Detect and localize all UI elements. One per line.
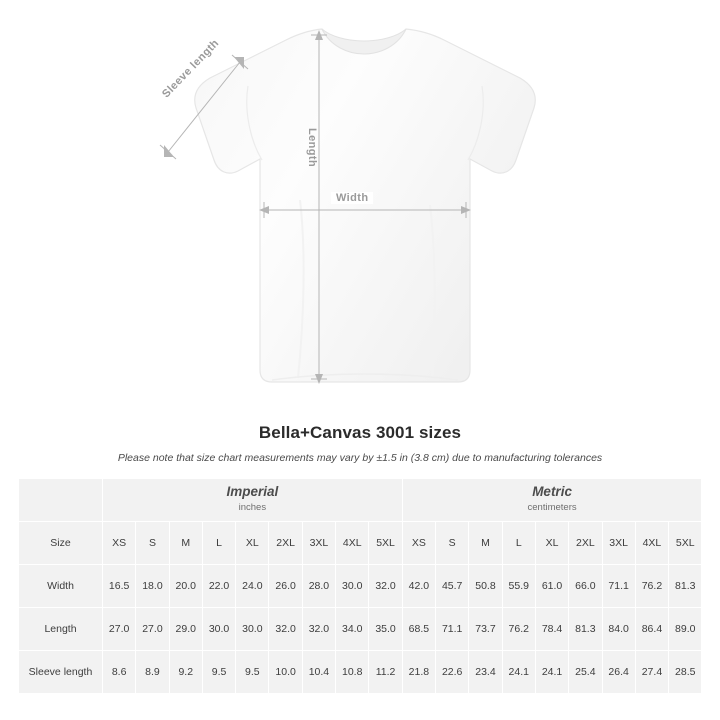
cell-sleeve-metric-l: 24.1 xyxy=(502,651,535,694)
cell-sleeve-imperial-4xl: 10.8 xyxy=(336,651,369,694)
cell-sleeve-metric-3xl: 26.4 xyxy=(602,651,635,694)
cell-length-imperial-xl: 30.0 xyxy=(236,608,269,651)
cell-length-metric-xl: 78.4 xyxy=(535,608,568,651)
cell-sleeve-metric-m: 23.4 xyxy=(469,651,502,694)
row-label-length: Length xyxy=(19,608,103,651)
system-unit-imperial: inches xyxy=(238,502,267,514)
system-header-metric xyxy=(402,479,702,522)
cell-width-imperial-xs: 16.5 xyxy=(103,565,136,608)
cell-width-metric-4xl: 76.2 xyxy=(635,565,668,608)
system-unit-metric: centimeters xyxy=(527,502,577,514)
size-header-imperial-xs: XS xyxy=(103,522,136,565)
size-header-imperial-m: M xyxy=(169,522,202,565)
size-header-metric-2xl: 2XL xyxy=(569,522,602,565)
row-header-size: Size xyxy=(19,522,103,565)
cell-sleeve-metric-s: 22.6 xyxy=(436,651,469,694)
cell-sleeve-imperial-m: 9.2 xyxy=(169,651,202,694)
size-header-metric-3xl: 3XL xyxy=(602,522,635,565)
cell-sleeve-metric-5xl: 28.5 xyxy=(669,651,702,694)
cell-width-metric-2xl: 66.0 xyxy=(569,565,602,608)
size-header-imperial-s: S xyxy=(136,522,169,565)
cell-length-metric-5xl: 89.0 xyxy=(669,608,702,651)
table-corner-cell xyxy=(19,479,103,522)
cell-sleeve-imperial-2xl: 10.0 xyxy=(269,651,302,694)
cell-width-metric-xs: 42.0 xyxy=(402,565,435,608)
cell-length-imperial-l: 30.0 xyxy=(202,608,235,651)
system-name-imperial: Imperial xyxy=(226,484,279,500)
cell-length-imperial-3xl: 32.0 xyxy=(302,608,335,651)
cell-length-metric-s: 71.1 xyxy=(436,608,469,651)
width-label: Width xyxy=(331,192,373,204)
table-row xyxy=(19,651,702,694)
cell-length-imperial-4xl: 34.0 xyxy=(336,608,369,651)
size-header-metric-m: M xyxy=(469,522,502,565)
cell-length-imperial-5xl: 35.0 xyxy=(369,608,402,651)
cell-sleeve-metric-xl: 24.1 xyxy=(535,651,568,694)
cell-width-metric-l: 55.9 xyxy=(502,565,535,608)
row-label-sleeve-length: Sleeve length xyxy=(19,651,103,694)
chart-title: Bella+Canvas 3001 sizes xyxy=(258,423,462,442)
length-label: Length xyxy=(306,128,318,168)
cell-width-imperial-5xl: 32.0 xyxy=(369,565,402,608)
cell-width-metric-3xl: 71.1 xyxy=(602,565,635,608)
size-header-metric-4xl: 4XL xyxy=(635,522,668,565)
cell-width-metric-5xl: 81.3 xyxy=(669,565,702,608)
cell-sleeve-imperial-3xl: 10.4 xyxy=(302,651,335,694)
cell-sleeve-imperial-5xl: 11.2 xyxy=(369,651,402,694)
cell-width-imperial-4xl: 30.0 xyxy=(336,565,369,608)
size-header-imperial-xl: XL xyxy=(236,522,269,565)
cell-sleeve-imperial-xs: 8.6 xyxy=(103,651,136,694)
cell-width-metric-m: 50.8 xyxy=(469,565,502,608)
cell-sleeve-imperial-l: 9.5 xyxy=(202,651,235,694)
table-row xyxy=(19,565,702,608)
cell-width-metric-s: 45.7 xyxy=(436,565,469,608)
row-label-width: Width xyxy=(19,565,103,608)
size-table-wrap xyxy=(18,478,702,694)
cell-length-metric-l: 76.2 xyxy=(502,608,535,651)
size-header-metric-s: S xyxy=(436,522,469,565)
cell-width-imperial-3xl: 28.0 xyxy=(302,565,335,608)
size-header-imperial-4xl: 4XL xyxy=(336,522,369,565)
system-name-metric: Metric xyxy=(532,484,572,500)
cell-length-imperial-2xl: 32.0 xyxy=(269,608,302,651)
cell-length-imperial-m: 29.0 xyxy=(169,608,202,651)
cell-sleeve-metric-4xl: 27.4 xyxy=(635,651,668,694)
size-header-imperial-2xl: 2XL xyxy=(269,522,302,565)
cell-length-metric-2xl: 81.3 xyxy=(569,608,602,651)
table-row-sizes xyxy=(19,522,702,565)
table-row-systems xyxy=(19,479,702,522)
cell-length-metric-m: 73.7 xyxy=(469,608,502,651)
size-header-metric-5xl: 5XL xyxy=(669,522,702,565)
cell-length-metric-xs: 68.5 xyxy=(402,608,435,651)
cell-sleeve-imperial-xl: 9.5 xyxy=(236,651,269,694)
size-table xyxy=(18,478,702,694)
cell-length-metric-4xl: 86.4 xyxy=(635,608,668,651)
chart-note: Please note that size chart measurements may vary by ±1.5 in (3.8 cm) due to manufacturing tolerances xyxy=(117,452,603,464)
cell-width-imperial-l: 22.0 xyxy=(202,565,235,608)
cell-length-imperial-xs: 27.0 xyxy=(103,608,136,651)
cell-sleeve-metric-2xl: 25.4 xyxy=(569,651,602,694)
cell-sleeve-imperial-s: 8.9 xyxy=(136,651,169,694)
sleeve-length-label: Sleeve length xyxy=(160,37,222,101)
size-header-metric-xs: XS xyxy=(402,522,435,565)
table-row xyxy=(19,608,702,651)
size-header-metric-l: L xyxy=(502,522,535,565)
size-header-imperial-3xl: 3XL xyxy=(302,522,335,565)
size-header-imperial-5xl: 5XL xyxy=(369,522,402,565)
cell-width-imperial-xl: 24.0 xyxy=(236,565,269,608)
cell-sleeve-metric-xs: 21.8 xyxy=(402,651,435,694)
cell-length-metric-3xl: 84.0 xyxy=(602,608,635,651)
title-block xyxy=(0,423,720,464)
size-header-imperial-l: L xyxy=(202,522,235,565)
cell-length-imperial-s: 27.0 xyxy=(136,608,169,651)
size-header-metric-xl: XL xyxy=(535,522,568,565)
cell-width-metric-xl: 61.0 xyxy=(535,565,568,608)
cell-width-imperial-m: 20.0 xyxy=(169,565,202,608)
cell-width-imperial-2xl: 26.0 xyxy=(269,565,302,608)
cell-width-imperial-s: 18.0 xyxy=(136,565,169,608)
system-header-imperial xyxy=(103,479,403,522)
